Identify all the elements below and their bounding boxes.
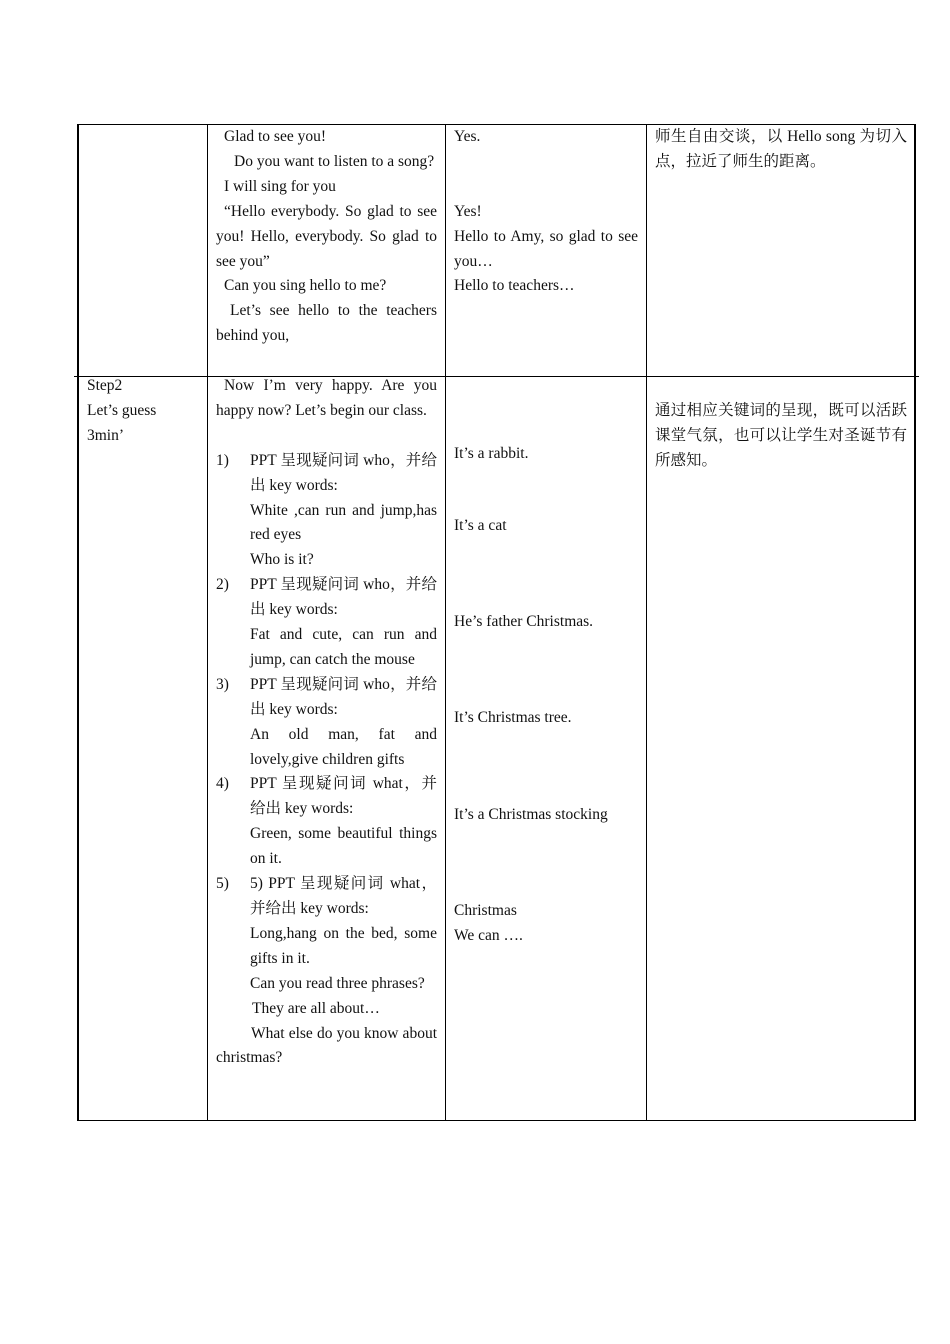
item-question: Can you read three phrases? [250,974,425,992]
item-keywords: Green, some beautiful things on it. [250,825,437,868]
row1-design-purpose [655,125,907,175]
table-left-border [77,124,79,1121]
teacher-line: “Hello everybody. So glad to see you! Hello, everybody. So glad to see you” [216,202,437,270]
item-number: 5) [216,875,229,893]
list-item [216,772,437,872]
item-keywords: An old man, fat and lovely,give children gifts [250,725,437,768]
student-answer: Christmas [454,902,517,919]
item-number: 1) [216,451,229,469]
item-number: 2) [216,576,229,594]
teacher-line: Let’s see hello to the teachers behind you, [216,302,437,345]
column-divider-2 [445,124,446,1121]
list-item [216,673,437,773]
list-item [216,449,437,574]
intro-text: Now I’m very happy. Are you happy now? Let’s begin our class. [216,377,437,419]
teacher-line: Can you sing hello to me? [224,277,387,295]
item-question: They are all about… [252,999,380,1017]
table-right-border [914,124,916,1121]
student-response: Yes. [454,128,481,145]
student-answer: It’s a cat [454,517,507,534]
item-head: PPT 呈现疑问词 what，并给出 key words: [250,775,437,818]
table-bottom-border [78,1120,916,1121]
row2-teacher-activity [216,374,437,1071]
list-item [216,872,437,1021]
student-answer: It’s Christmas tree. [454,709,572,726]
closing-question: What else do you know about christmas? [216,1024,437,1067]
step-name: Step2 [87,377,123,394]
item-head: PPT 呈现疑问词 who，并给出 key words: [250,675,437,718]
row2-design-purpose [655,399,907,474]
student-answer: We can …. [454,927,523,944]
row1-student-activity [454,125,638,299]
item-question: Who is it? [250,551,314,569]
student-response: Hello to Amy, so glad to see you… [454,227,638,270]
student-response: Hello to teachers… [454,277,575,295]
teacher-line: Do you want to listen to a song? [234,152,435,170]
item-number: 4) [216,775,229,793]
student-response: Yes! [454,202,482,220]
teacher-line: I will sing for you [224,177,336,195]
item-keywords: White ,can run and jump,has red eyes [250,501,437,544]
student-answer: It’s a Christmas stocking [454,806,608,823]
student-answer: It’s a rabbit. [454,445,529,462]
column-divider-3 [646,124,647,1121]
teacher-line: Glad to see you! [224,128,327,145]
item-keywords: Fat and cute, can run and jump, can catch the mouse [250,626,437,668]
row2-step-label [87,374,202,449]
step-title: Let’s guess [87,401,157,419]
item-head: PPT 呈现疑问词 who，并给出 key words: [250,451,437,494]
column-divider-1 [207,124,208,1121]
item-keywords: Long,hang on the bed, some gifts in it. [250,924,437,967]
step-time: 3min’ [87,426,125,444]
item-number: 3) [216,675,229,693]
student-answer: He’s father Christmas. [454,613,594,630]
purpose-text: 师生自由交谈，以 Hello song 为切入点，拉近了师生的距离。 [655,128,907,170]
item-head: PPT 呈现疑问词 who，并给出 key words: [250,576,437,619]
list-item [216,573,437,673]
item-head: 5) PPT 呈现疑问词 what，并给出 key words: [250,875,437,918]
purpose-text: 通过相应关键词的呈现，既可以活跃课堂气氛，也可以让学生对圣诞节有所感知。 [655,402,907,469]
row1-teacher-activity [216,125,437,349]
